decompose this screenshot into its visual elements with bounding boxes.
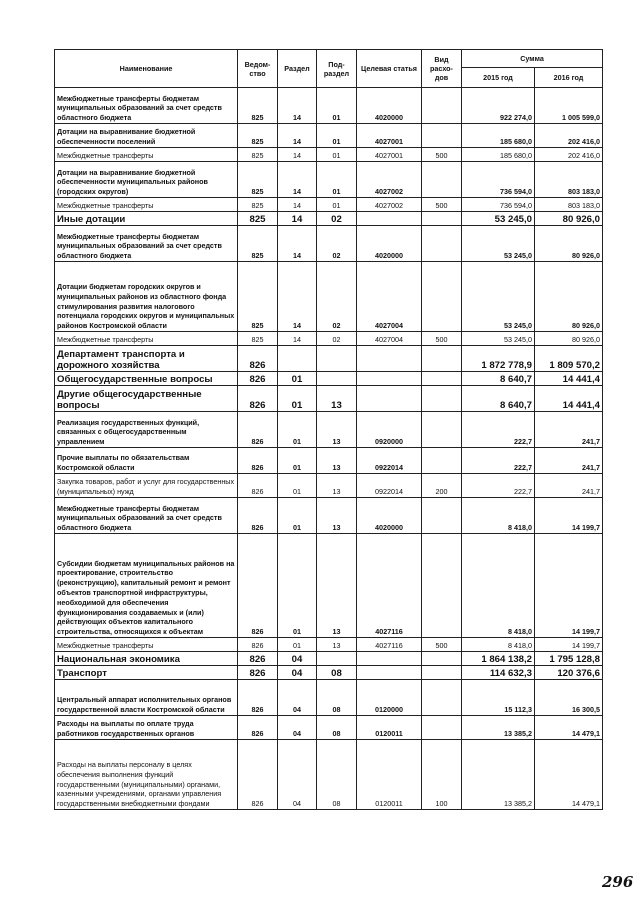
cell-podrazdel: 08 [317, 666, 357, 680]
cell-ved: 826 [238, 372, 278, 386]
cell-ved: 826 [238, 412, 278, 448]
cell-razdel: 14 [278, 162, 317, 198]
cell-vid: 500 [422, 638, 462, 652]
cell-2015: 222,7 [462, 448, 535, 474]
cell-cel: 4020000 [357, 498, 422, 534]
cell-cel: 4027004 [357, 332, 422, 346]
cell-vid [422, 498, 462, 534]
cell-2016: 14 479,1 [535, 740, 603, 810]
table-body [55, 88, 603, 810]
header-summa: Сумма [462, 50, 603, 68]
cell-razdel: 04 [278, 666, 317, 680]
cell-2015: 222,7 [462, 412, 535, 448]
cell-razdel: 14 [278, 124, 317, 148]
cell-ved: 825 [238, 124, 278, 148]
cell-podrazdel: 01 [317, 162, 357, 198]
cell-ved: 826 [238, 474, 278, 498]
cell-2016: 1 795 128,8 [535, 652, 603, 666]
cell-razdel: 14 [278, 148, 317, 162]
cell-2015: 222,7 [462, 474, 535, 498]
cell-name: Департамент транспорта и дорожного хозяйства [55, 346, 238, 372]
cell-podrazdel [317, 372, 357, 386]
cell-2016: 803 183,0 [535, 162, 603, 198]
cell-podrazdel: 01 [317, 198, 357, 212]
cell-vid [422, 386, 462, 412]
cell-vid [422, 448, 462, 474]
cell-name: Иные дотации [55, 212, 238, 226]
cell-cel [357, 652, 422, 666]
cell-2016: 241,7 [535, 412, 603, 448]
cell-name: Общегосударственные вопросы [55, 372, 238, 386]
cell-name: Центральный аппарат исполнительных органов государственной власти Костромской области [55, 680, 238, 716]
cell-2015: 8 640,7 [462, 372, 535, 386]
cell-2016: 80 926,0 [535, 212, 603, 226]
table-row [55, 88, 603, 124]
cell-2015: 53 245,0 [462, 262, 535, 332]
cell-2016: 80 926,0 [535, 226, 603, 262]
cell-name: Дотации на выравнивание бюджетной обеспеченности муниципальных районов (городских округов) [55, 162, 238, 198]
cell-podrazdel: 08 [317, 680, 357, 716]
cell-2015: 8 418,0 [462, 498, 535, 534]
cell-2016: 14 199,7 [535, 498, 603, 534]
cell-2015: 13 385,2 [462, 716, 535, 740]
table-row [55, 346, 603, 372]
cell-ved: 826 [238, 652, 278, 666]
cell-podrazdel: 13 [317, 534, 357, 638]
cell-vid [422, 124, 462, 148]
header-ved: Ведом-ство [238, 50, 278, 88]
cell-name: Межбюджетные трансферты бюджетам муниципальных образований за счет средств областного бюджета [55, 226, 238, 262]
cell-name: Другие общегосударственные вопросы [55, 386, 238, 412]
cell-2016: 14 441,4 [535, 372, 603, 386]
cell-razdel: 14 [278, 88, 317, 124]
cell-2015: 736 594,0 [462, 198, 535, 212]
table-row [55, 412, 603, 448]
cell-2015: 185 680,0 [462, 148, 535, 162]
cell-cel: 4027001 [357, 124, 422, 148]
cell-2016: 14 199,7 [535, 534, 603, 638]
cell-ved: 826 [238, 716, 278, 740]
cell-2016: 14 479,1 [535, 716, 603, 740]
cell-ved: 826 [238, 740, 278, 810]
cell-razdel: 01 [278, 448, 317, 474]
cell-razdel: 01 [278, 474, 317, 498]
cell-razdel: 14 [278, 262, 317, 332]
cell-cel: 0120000 [357, 680, 422, 716]
cell-name: Межбюджетные трансферты [55, 148, 238, 162]
cell-razdel: 04 [278, 740, 317, 810]
cell-2016: 16 300,5 [535, 680, 603, 716]
cell-vid [422, 534, 462, 638]
cell-razdel: 01 [278, 412, 317, 448]
cell-razdel: 14 [278, 198, 317, 212]
table-row [55, 148, 603, 162]
cell-ved: 826 [238, 498, 278, 534]
cell-name: Межбюджетные трансферты [55, 198, 238, 212]
cell-ved: 825 [238, 262, 278, 332]
cell-podrazdel: 13 [317, 474, 357, 498]
cell-podrazdel: 08 [317, 716, 357, 740]
cell-2015: 53 245,0 [462, 332, 535, 346]
cell-razdel: 01 [278, 372, 317, 386]
cell-razdel: 01 [278, 386, 317, 412]
cell-name: Дотации бюджетам городских округов и муниципальных районов из областного фонда стимулирования развития налогового потенциала городских округов и муниципальных районов Костромской области [55, 262, 238, 332]
cell-2016: 202 416,0 [535, 124, 603, 148]
cell-podrazdel: 13 [317, 386, 357, 412]
header-2016: 2016 год [535, 68, 603, 88]
cell-podrazdel: 13 [317, 498, 357, 534]
cell-2016: 202 416,0 [535, 148, 603, 162]
cell-cel: 0120011 [357, 740, 422, 810]
cell-ved: 825 [238, 332, 278, 346]
cell-cel [357, 346, 422, 372]
cell-2015: 53 245,0 [462, 226, 535, 262]
cell-name: Национальная экономика [55, 652, 238, 666]
cell-2016: 80 926,0 [535, 332, 603, 346]
cell-vid: 500 [422, 148, 462, 162]
cell-razdel: 14 [278, 212, 317, 226]
cell-vid: 200 [422, 474, 462, 498]
table-row [55, 124, 603, 148]
cell-2015: 13 385,2 [462, 740, 535, 810]
cell-cel: 4027002 [357, 198, 422, 212]
cell-name: Дотации на выравнивание бюджетной обеспеченности поселений [55, 124, 238, 148]
table-row [55, 198, 603, 212]
cell-cel: 0120011 [357, 716, 422, 740]
table-row [55, 652, 603, 666]
cell-name: Межбюджетные трансферты бюджетам муниципальных образований за счет средств областного бюджета [55, 498, 238, 534]
header-name: Наименование [55, 50, 238, 88]
table-row [55, 372, 603, 386]
cell-razdel: 14 [278, 226, 317, 262]
cell-name: Межбюджетные трансферты [55, 638, 238, 652]
table-row [55, 680, 603, 716]
table-row [55, 262, 603, 332]
cell-2016: 241,7 [535, 448, 603, 474]
table-row [55, 638, 603, 652]
cell-name: Закупка товаров, работ и услуг для государственных (муниципальных) нужд [55, 474, 238, 498]
table-row [55, 448, 603, 474]
cell-ved: 826 [238, 448, 278, 474]
cell-podrazdel: 02 [317, 212, 357, 226]
cell-2015: 8 418,0 [462, 534, 535, 638]
cell-vid [422, 372, 462, 386]
cell-name: Транспорт [55, 666, 238, 680]
cell-cel: 4020000 [357, 88, 422, 124]
cell-2016: 241,7 [535, 474, 603, 498]
cell-razdel: 01 [278, 638, 317, 652]
cell-vid [422, 212, 462, 226]
cell-vid [422, 652, 462, 666]
table-row [55, 716, 603, 740]
cell-vid [422, 666, 462, 680]
cell-cel: 0920000 [357, 412, 422, 448]
header-razdel: Раздел [278, 50, 317, 88]
cell-ved: 825 [238, 88, 278, 124]
cell-vid [422, 226, 462, 262]
cell-2016: 803 183,0 [535, 198, 603, 212]
cell-name: Расходы на выплаты по оплате труда работников государственных органов [55, 716, 238, 740]
cell-2015: 1 872 778,9 [462, 346, 535, 372]
table-row [55, 740, 603, 810]
table-row [55, 666, 603, 680]
cell-2016: 14 199,7 [535, 638, 603, 652]
cell-razdel: 04 [278, 716, 317, 740]
cell-vid [422, 162, 462, 198]
cell-ved: 825 [238, 226, 278, 262]
cell-podrazdel: 02 [317, 332, 357, 346]
cell-name: Субсидии бюджетам муниципальных районов на проектирование, строительство (реконструкцию), капитальный ремонт и ремонт объектов транспортной инфраструктуры, необходимой для обеспечения функционирования создаваемых и (или) действующих объектов капитального строительства, относящихся к объектам [55, 534, 238, 638]
cell-cel: 4027001 [357, 148, 422, 162]
cell-ved: 826 [238, 386, 278, 412]
cell-vid: 500 [422, 198, 462, 212]
cell-2015: 8 640,7 [462, 386, 535, 412]
cell-ved: 826 [238, 680, 278, 716]
cell-vid [422, 88, 462, 124]
cell-cel: 4027116 [357, 534, 422, 638]
table-row [55, 386, 603, 412]
cell-2015: 15 112,3 [462, 680, 535, 716]
cell-cel: 4027116 [357, 638, 422, 652]
cell-cel [357, 666, 422, 680]
cell-podrazdel: 13 [317, 448, 357, 474]
cell-cel [357, 386, 422, 412]
table-row [55, 474, 603, 498]
cell-podrazdel: 01 [317, 124, 357, 148]
cell-podrazdel: 01 [317, 88, 357, 124]
cell-vid: 500 [422, 332, 462, 346]
cell-podrazdel: 01 [317, 148, 357, 162]
cell-cel: 4020000 [357, 226, 422, 262]
cell-2015: 53 245,0 [462, 212, 535, 226]
cell-ved: 826 [238, 346, 278, 372]
cell-2015: 114 632,3 [462, 666, 535, 680]
cell-cel: 4027004 [357, 262, 422, 332]
cell-podrazdel: 08 [317, 740, 357, 810]
cell-razdel: 04 [278, 652, 317, 666]
cell-podrazdel: 13 [317, 638, 357, 652]
cell-2015: 922 274,0 [462, 88, 535, 124]
cell-podrazdel: 13 [317, 412, 357, 448]
table-row [55, 332, 603, 346]
cell-2015: 8 418,0 [462, 638, 535, 652]
cell-cel [357, 212, 422, 226]
cell-razdel: 14 [278, 332, 317, 346]
cell-2016: 120 376,6 [535, 666, 603, 680]
cell-2015: 185 680,0 [462, 124, 535, 148]
cell-cel [357, 372, 422, 386]
cell-ved: 826 [238, 666, 278, 680]
page-number: 296 [602, 873, 634, 891]
cell-name: Межбюджетные трансферты бюджетам муниципальных образований за счет средств областного бюджета [55, 88, 238, 124]
header-vid: Вид расхо-дов [422, 50, 462, 88]
cell-cel: 4027002 [357, 162, 422, 198]
cell-ved: 825 [238, 148, 278, 162]
header-cel: Целевая статья [357, 50, 422, 88]
cell-cel: 0922014 [357, 448, 422, 474]
cell-podrazdel [317, 346, 357, 372]
cell-podrazdel [317, 652, 357, 666]
cell-2016: 1 809 570,2 [535, 346, 603, 372]
cell-2015: 1 864 138,2 [462, 652, 535, 666]
cell-2016: 80 926,0 [535, 262, 603, 332]
header-podrazdel: Под-раздел [317, 50, 357, 88]
cell-name: Межбюджетные трансферты [55, 332, 238, 346]
cell-razdel: 01 [278, 498, 317, 534]
cell-ved: 825 [238, 198, 278, 212]
cell-name: Расходы на выплаты персоналу в целях обеспечения выполнения функций государственными (муниципальными) органами, казенными учреждениями, органами управления государственными внебюджетными фондами [55, 740, 238, 810]
header-2015: 2015 год [462, 68, 535, 88]
cell-vid: 100 [422, 740, 462, 810]
cell-2016: 1 005 599,0 [535, 88, 603, 124]
cell-razdel: 01 [278, 534, 317, 638]
table-row [55, 226, 603, 262]
budget-page [54, 49, 603, 810]
cell-2016: 14 441,4 [535, 386, 603, 412]
cell-cel: 0922014 [357, 474, 422, 498]
cell-name: Реализация государственных функций, связанных с общегосударственным управлением [55, 412, 238, 448]
cell-podrazdel: 02 [317, 226, 357, 262]
cell-ved: 825 [238, 212, 278, 226]
cell-2015: 736 594,0 [462, 162, 535, 198]
cell-name: Прочие выплаты по обязательствам Костромской области [55, 448, 238, 474]
cell-vid [422, 716, 462, 740]
cell-podrazdel: 02 [317, 262, 357, 332]
cell-razdel: 04 [278, 680, 317, 716]
budget-table [54, 49, 603, 810]
cell-ved: 826 [238, 534, 278, 638]
cell-ved: 826 [238, 638, 278, 652]
cell-vid [422, 412, 462, 448]
cell-vid [422, 680, 462, 716]
table-row [55, 212, 603, 226]
cell-vid [422, 346, 462, 372]
cell-vid [422, 262, 462, 332]
table-row [55, 534, 603, 638]
table-row [55, 162, 603, 198]
table-row [55, 498, 603, 534]
cell-razdel [278, 346, 317, 372]
cell-ved: 825 [238, 162, 278, 198]
